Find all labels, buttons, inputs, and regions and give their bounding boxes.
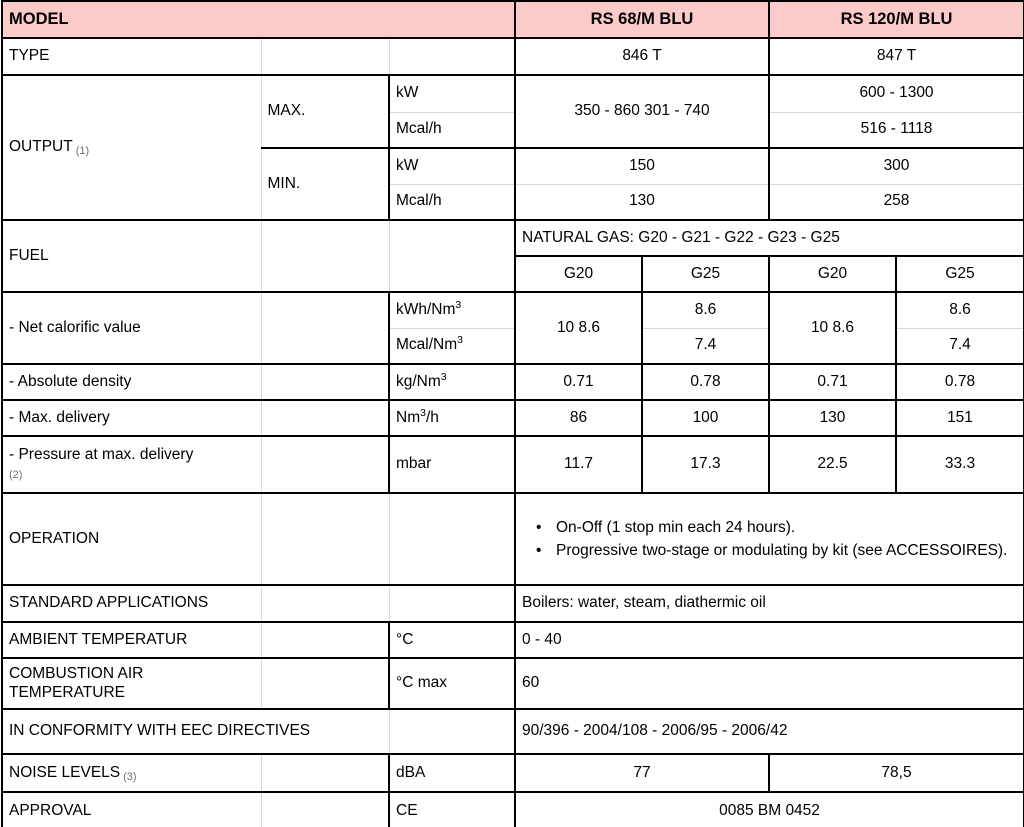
absolute-density-label: - Absolute density bbox=[2, 364, 261, 400]
combustion-air-temperature-spacer bbox=[261, 658, 389, 709]
output-max-unit-mcal: Mcal/h bbox=[389, 112, 515, 148]
max-delivery-value-3: 130 bbox=[769, 400, 896, 436]
absolute-density-unit-exponent: 3 bbox=[440, 370, 447, 383]
eec-directives-value: 90/396 - 2004/108 - 2006/95 - 2006/42 bbox=[515, 709, 1024, 754]
ambient-temperature-value: 0 - 40 bbox=[515, 622, 1024, 658]
net-calorific-unit-mcal bbox=[389, 328, 515, 364]
combustion-air-temperature-value: 60 bbox=[515, 658, 1024, 709]
output-max-rs120-mcal: 516 - 1118 bbox=[769, 112, 1024, 148]
fuel-spacer-b bbox=[389, 220, 515, 292]
absolute-density-value-4: 0.78 bbox=[896, 364, 1024, 400]
absolute-density-value-3: 0.71 bbox=[769, 364, 896, 400]
output-max-unit-kw: kW bbox=[389, 75, 515, 112]
output-max-rs68-merged: 350 - 860 301 - 740 bbox=[515, 75, 769, 148]
output-min-rs68-mcal: 130 bbox=[515, 184, 769, 220]
noise-levels-value-rs120: 78,5 bbox=[769, 754, 1024, 792]
bullet-marker-icon-2: • bbox=[536, 541, 542, 559]
net-calorific-spacer bbox=[261, 292, 389, 364]
output-max-label: MAX. bbox=[261, 75, 389, 148]
approval-label: APPROVAL bbox=[2, 792, 261, 827]
net-calorific-unit-mcal-exponent: 3 bbox=[457, 334, 463, 347]
eec-directives-spacer bbox=[389, 709, 515, 754]
approval-spacer bbox=[261, 792, 389, 827]
output-min-label: MIN. bbox=[261, 148, 389, 220]
operation-bullet-list bbox=[522, 518, 1017, 561]
max-delivery-unit-post: /h bbox=[425, 408, 439, 426]
standard-applications-label: STANDARD APPLICATIONS bbox=[2, 585, 261, 622]
table-row-approval bbox=[2, 792, 1024, 827]
max-delivery-value-4: 151 bbox=[896, 400, 1024, 436]
type-spacer-a bbox=[261, 38, 389, 75]
net-calorific-rs68-g20: 10 8.6 bbox=[515, 292, 642, 364]
net-calorific-unit-kwh-text: kWh/Nm bbox=[396, 300, 456, 318]
table-row-max-delivery bbox=[2, 400, 1024, 436]
table-row-output-max-kw bbox=[2, 75, 1024, 112]
net-calorific-unit-kwh bbox=[389, 292, 515, 328]
table-row-eec-directives bbox=[2, 709, 1024, 754]
noise-levels-value-rs68: 77 bbox=[515, 754, 769, 792]
output-label bbox=[2, 75, 261, 220]
model-header-label: MODEL bbox=[2, 1, 515, 38]
combustion-air-temperature-label: COMBUSTION AIR TEMPERATURE bbox=[2, 658, 261, 709]
net-calorific-rs68-g25-kwh: 8.6 bbox=[642, 292, 769, 328]
standard-applications-spacer-a bbox=[261, 585, 389, 622]
table-row-fuel-banner bbox=[2, 220, 1024, 256]
operation-spacer-b bbox=[389, 493, 515, 585]
output-min-unit-mcal: Mcal/h bbox=[389, 184, 515, 220]
table-row-model-header bbox=[2, 1, 1024, 38]
ambient-temperature-spacer bbox=[261, 622, 389, 658]
table-row-type bbox=[2, 38, 1024, 75]
ambient-temperature-label: AMBIENT TEMPERATUR bbox=[2, 622, 261, 658]
operation-spacer-a bbox=[261, 493, 389, 585]
table-row-combustion-air-temperature bbox=[2, 658, 1024, 709]
max-delivery-value-2: 100 bbox=[642, 400, 769, 436]
fuel-value: NATURAL GAS: G20 - G21 - G22 - G23 - G25 bbox=[515, 220, 1024, 256]
standard-applications-spacer-b bbox=[389, 585, 515, 622]
net-calorific-rs68-g25-mcal: 7.4 bbox=[642, 328, 769, 364]
output-max-rs120-kw: 600 - 1300 bbox=[769, 75, 1024, 112]
table-row-pressure-max-delivery bbox=[2, 436, 1024, 493]
fuel-label: FUEL bbox=[2, 220, 261, 292]
model-header-rs68: RS 68/M BLU bbox=[515, 1, 769, 38]
standard-applications-value: Boilers: water, steam, diathermic oil bbox=[515, 585, 1024, 622]
type-spacer-b bbox=[389, 38, 515, 75]
net-calorific-rs120-g25-mcal: 7.4 bbox=[896, 328, 1024, 364]
fuel-spacer-a bbox=[261, 220, 389, 292]
pressure-value-4: 33.3 bbox=[896, 436, 1024, 493]
output-min-rs120-mcal: 258 bbox=[769, 184, 1024, 220]
combustion-air-temperature-unit: °C max bbox=[389, 658, 515, 709]
operation-bullet-item-2 bbox=[522, 541, 1017, 561]
net-calorific-rs120-g20: 10 8.6 bbox=[769, 292, 896, 364]
max-delivery-unit-pre: Nm bbox=[396, 408, 421, 426]
net-calorific-label: - Net calorific value bbox=[2, 292, 261, 364]
output-footnote: (1) bbox=[75, 145, 90, 158]
net-calorific-unit-mcal-text: Mcal/Nm bbox=[396, 336, 458, 354]
noise-levels-unit: dBA bbox=[389, 754, 515, 792]
operation-label: OPERATION bbox=[2, 493, 261, 585]
eec-directives-label: IN CONFORMITY WITH EEC DIRECTIVES bbox=[2, 709, 389, 754]
approval-unit: CE bbox=[389, 792, 515, 827]
output-min-unit-kw: kW bbox=[389, 148, 515, 184]
table-row-ambient-temperature bbox=[2, 622, 1024, 658]
absolute-density-value-2: 0.78 bbox=[642, 364, 769, 400]
max-delivery-unit bbox=[389, 400, 515, 436]
type-label: TYPE bbox=[2, 38, 261, 75]
max-delivery-spacer bbox=[261, 400, 389, 436]
absolute-density-unit bbox=[389, 364, 515, 400]
gas-column-4: G25 bbox=[896, 256, 1024, 292]
pressure-label bbox=[2, 436, 261, 493]
output-label-text: OUTPUT bbox=[9, 138, 73, 156]
technical-specification-table bbox=[1, 0, 1024, 827]
operation-bullet-item-1 bbox=[522, 518, 1017, 538]
absolute-density-unit-text: kg/Nm bbox=[396, 372, 441, 390]
pressure-value-2: 17.3 bbox=[642, 436, 769, 493]
max-delivery-label: - Max. delivery bbox=[2, 400, 261, 436]
noise-levels-label bbox=[2, 754, 261, 792]
noise-levels-spacer bbox=[261, 754, 389, 792]
model-header-rs120: RS 120/M BLU bbox=[769, 1, 1024, 38]
gas-column-3: G20 bbox=[769, 256, 896, 292]
operation-value bbox=[515, 493, 1024, 585]
pressure-value-3: 22.5 bbox=[769, 436, 896, 493]
max-delivery-value-1: 86 bbox=[515, 400, 642, 436]
pressure-footnote: (2) bbox=[9, 468, 23, 481]
absolute-density-value-1: 0.71 bbox=[515, 364, 642, 400]
table-row-operation bbox=[2, 493, 1024, 585]
table-row-absolute-density bbox=[2, 364, 1024, 400]
noise-levels-label-text: NOISE LEVELS bbox=[9, 763, 121, 781]
operation-bullet-text-1: On-Off (1 stop min each 24 hours). bbox=[556, 518, 796, 536]
bullet-marker-icon: • bbox=[536, 518, 542, 536]
output-min-rs120-kw: 300 bbox=[769, 148, 1024, 184]
gas-column-2: G25 bbox=[642, 256, 769, 292]
pressure-label-text: - Pressure at max. delivery bbox=[9, 445, 194, 463]
operation-bullet-text-2: Progressive two-stage or modulating by kit (see ACCESSOIRES). bbox=[556, 541, 1008, 559]
noise-levels-footnote: (3) bbox=[123, 770, 137, 783]
absolute-density-spacer bbox=[261, 364, 389, 400]
ambient-temperature-unit: °C bbox=[389, 622, 515, 658]
net-calorific-rs120-g25-kwh: 8.6 bbox=[896, 292, 1024, 328]
type-value-rs120: 847 T bbox=[769, 38, 1024, 75]
table-row-net-calorific-kwh bbox=[2, 292, 1024, 328]
max-delivery-unit-exponent: 3 bbox=[420, 406, 426, 419]
net-calorific-unit-kwh-exponent: 3 bbox=[455, 298, 462, 311]
approval-value: 0085 BM 0452 bbox=[515, 792, 1024, 827]
output-min-rs68-kw: 150 bbox=[515, 148, 769, 184]
gas-column-1: G20 bbox=[515, 256, 642, 292]
table-row-standard-applications bbox=[2, 585, 1024, 622]
pressure-spacer bbox=[261, 436, 389, 493]
table-row-noise-levels bbox=[2, 754, 1024, 792]
type-value-rs68: 846 T bbox=[515, 38, 769, 75]
pressure-value-1: 11.7 bbox=[515, 436, 642, 493]
pressure-unit: mbar bbox=[389, 436, 515, 493]
